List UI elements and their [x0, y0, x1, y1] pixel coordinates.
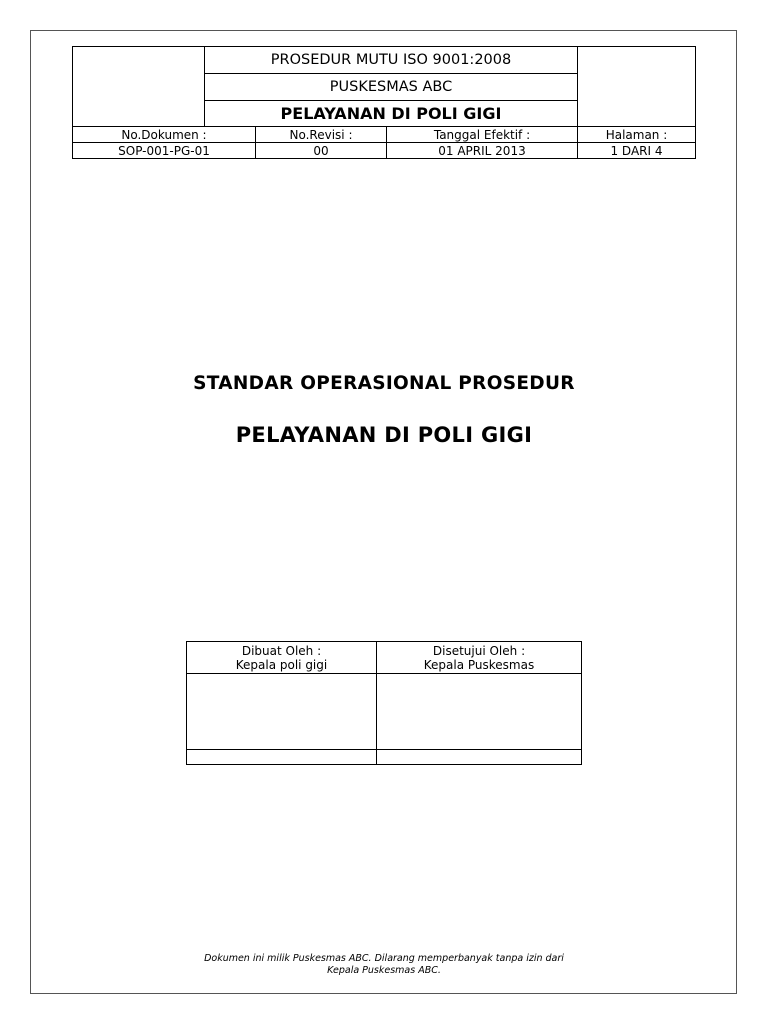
- header-blank-cell: [578, 47, 696, 127]
- approved-by-label: Disetujui Oleh :: [432, 643, 526, 658]
- signature-table: [186, 641, 582, 765]
- header-line-institution: PUSKESMAS ABC: [205, 74, 578, 101]
- approved-by-name-cell: [377, 750, 582, 765]
- made-by-signature-space: [187, 674, 377, 750]
- doc-no-label: No.Dokumen :: [73, 127, 256, 143]
- made-by-label: Dibuat Oleh :: [241, 643, 322, 658]
- made-by-name-cell: [187, 750, 377, 765]
- document-subtitle: PELAYANAN DI POLI GIGI: [235, 423, 533, 447]
- header-line-service: PELAYANAN DI POLI GIGI: [205, 101, 578, 127]
- footer-line-1: Dokumen ini milik Puskesmas ABC. Dilarang memperbanyak tanpa izin dari: [204, 953, 564, 964]
- page-frame: [30, 30, 737, 994]
- revision-label: No.Revisi :: [256, 127, 387, 143]
- revision-value: 00: [256, 143, 387, 159]
- header-line-quality: PROSEDUR MUTU ISO 9001:2008: [205, 47, 578, 74]
- logo-cell: [73, 47, 205, 127]
- page-label: Halaman :: [578, 127, 696, 143]
- effective-date-label: Tanggal Efektif :: [387, 127, 578, 143]
- footer-note: [0, 953, 768, 977]
- approved-by-cell: [377, 642, 582, 674]
- document-title: STANDAR OPERASIONAL PROSEDUR: [193, 373, 575, 394]
- doc-no-value: SOP-001-PG-01: [73, 143, 256, 159]
- effective-date-value: 01 APRIL 2013: [387, 143, 578, 159]
- made-by-role: Kepala poli gigi: [235, 657, 328, 672]
- footer-line-2: Kepala Puskesmas ABC.: [327, 965, 441, 976]
- approved-by-signature-space: [377, 674, 582, 750]
- made-by-cell: [187, 642, 377, 674]
- document-header-table: [72, 46, 696, 159]
- page-value: 1 DARI 4: [578, 143, 696, 159]
- approved-by-role: Kepala Puskesmas: [423, 657, 535, 672]
